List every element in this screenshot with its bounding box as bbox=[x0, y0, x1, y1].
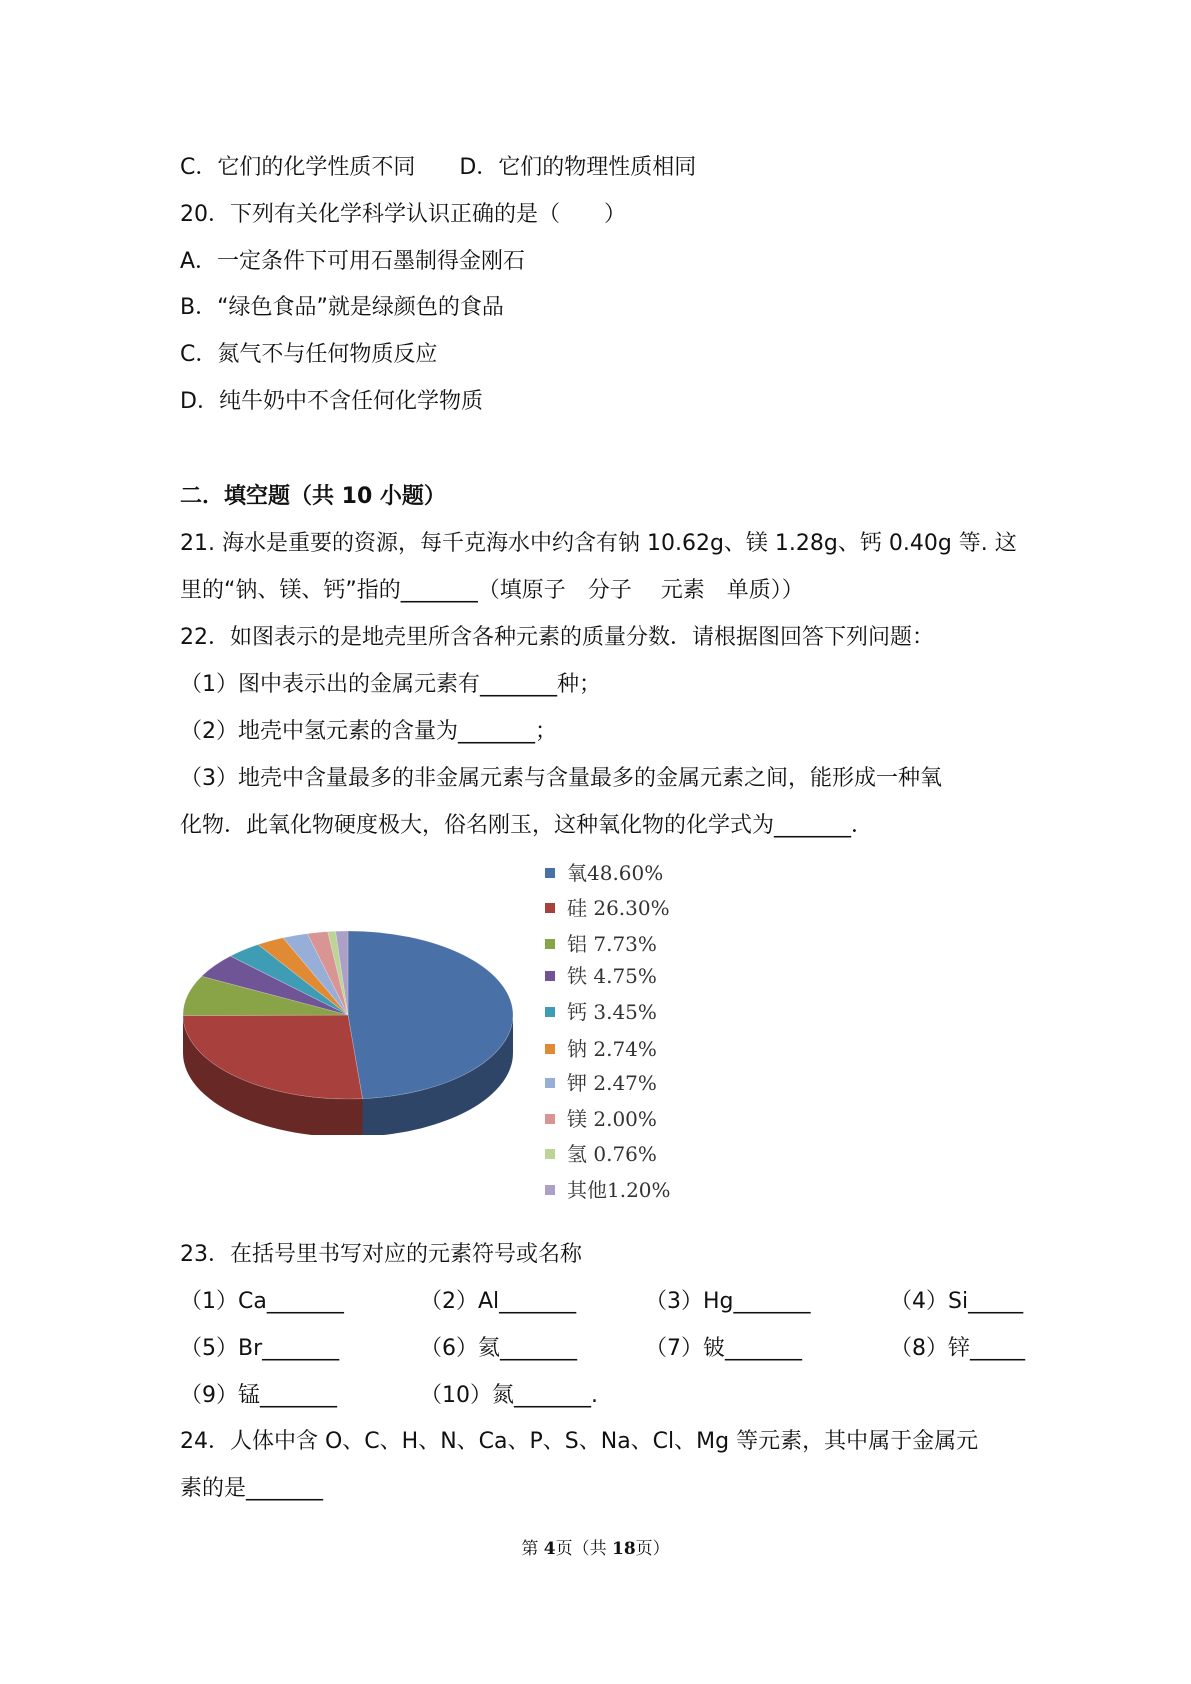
question-23-item: （1）Ca_______ bbox=[180, 1289, 344, 1314]
legend-label: 镁 2.00% bbox=[567, 1107, 657, 1131]
page-number: 4 bbox=[543, 1539, 556, 1559]
option-c: C．氮气不与任何物质反应 bbox=[180, 342, 438, 367]
legend-label: 钠 2.74% bbox=[567, 1037, 657, 1061]
question-23: 23．在括号里书写对应的元素符号或名称 bbox=[180, 1242, 582, 1267]
legend-swatch bbox=[545, 1007, 555, 1017]
question-22-part3-line2: 化物．此氧化物硬度极大，俗名刚玉，这种氧化物的化学式为_______． bbox=[180, 813, 874, 838]
legend-swatch bbox=[545, 1044, 555, 1054]
question-23-item: （3）Hg_______ bbox=[645, 1289, 811, 1314]
legend-swatch bbox=[545, 903, 555, 913]
question-23-item: （6）氦_______ bbox=[420, 1336, 577, 1361]
question-23-item: （7）铍_______ bbox=[645, 1336, 802, 1361]
legend-swatch bbox=[545, 939, 555, 949]
question-22-part2: （2）地壳中氢元素的含量为_______； bbox=[180, 719, 557, 744]
question-24-line2: 素的是_______ bbox=[180, 1476, 324, 1501]
question-23-item: （2）Al_______ bbox=[420, 1289, 577, 1314]
legend-label: 铁 4.75% bbox=[567, 964, 657, 988]
legend-label: 氢 0.76% bbox=[567, 1142, 657, 1166]
question-20: 20．下列有关化学科学认识正确的是（ ） bbox=[180, 202, 626, 227]
legend-swatch bbox=[545, 1149, 555, 1159]
question-22-part1: （1）图中表示出的金属元素有_______种； bbox=[180, 672, 601, 697]
option-d: D．纯牛奶中不含任何化学物质 bbox=[180, 389, 483, 414]
question-21-line1: 21. 海水是重要的资源，每千克海水中约含有钠 10.62g、镁 1.28g、钙 0.40g 等. 这 bbox=[180, 531, 1017, 556]
question-24-line1: 24．人体中含 O、C、H、N、Ca、P、S、Na、Cl、Mg 等元素，其中属于金属元 bbox=[180, 1429, 979, 1454]
question-23-item: （4）Si_____ bbox=[890, 1289, 1024, 1314]
section-title: 二．填空题（共 10 小题） bbox=[180, 484, 446, 509]
question-23-item: （10）氮_______. bbox=[420, 1383, 598, 1408]
question-23-item: （9）锰_______ bbox=[180, 1383, 337, 1408]
question-23-item: （8）锌_____ bbox=[890, 1336, 1025, 1361]
legend-label: 铝 7.73% bbox=[567, 932, 657, 956]
legend-swatch bbox=[545, 1114, 555, 1124]
legend-swatch bbox=[545, 1078, 555, 1088]
option-a: A．一定条件下可用石墨制得金刚石 bbox=[180, 249, 526, 274]
legend-label: 钙 3.45% bbox=[567, 1000, 657, 1024]
question-22: 22．如图表示的是地壳里所含各种元素的质量分数．请根据图回答下列问题： bbox=[180, 625, 934, 650]
question-23-item: （5）Br_______ bbox=[180, 1336, 340, 1361]
legend-label: 氧48.60% bbox=[567, 861, 664, 885]
page-total: 18 bbox=[611, 1539, 636, 1559]
legend-swatch bbox=[545, 868, 555, 878]
option-cd-line: C．它们的化学性质不同 D．它们的物理性质相同 bbox=[180, 155, 697, 180]
page-footer: 第 4页（共 18页） bbox=[521, 1539, 670, 1559]
legend-label: 硅 26.30% bbox=[567, 896, 670, 920]
legend-label: 钾 2.47% bbox=[567, 1071, 657, 1095]
option-b: B．“绿色食品”就是绿颜色的食品 bbox=[180, 295, 504, 320]
legend-swatch bbox=[545, 971, 555, 981]
legend-swatch bbox=[545, 1185, 555, 1195]
legend-label: 其他1.20% bbox=[567, 1178, 671, 1202]
question-22-part3-line1: （3）地壳中含量最多的非金属元素与含量最多的金属元素之间，能形成一种氧 bbox=[180, 766, 942, 791]
pie-chart bbox=[178, 920, 518, 1135]
question-21-line2: 里的“钠、镁、钙”指的_______（填原子 分子 元素 单质）） bbox=[180, 578, 804, 603]
